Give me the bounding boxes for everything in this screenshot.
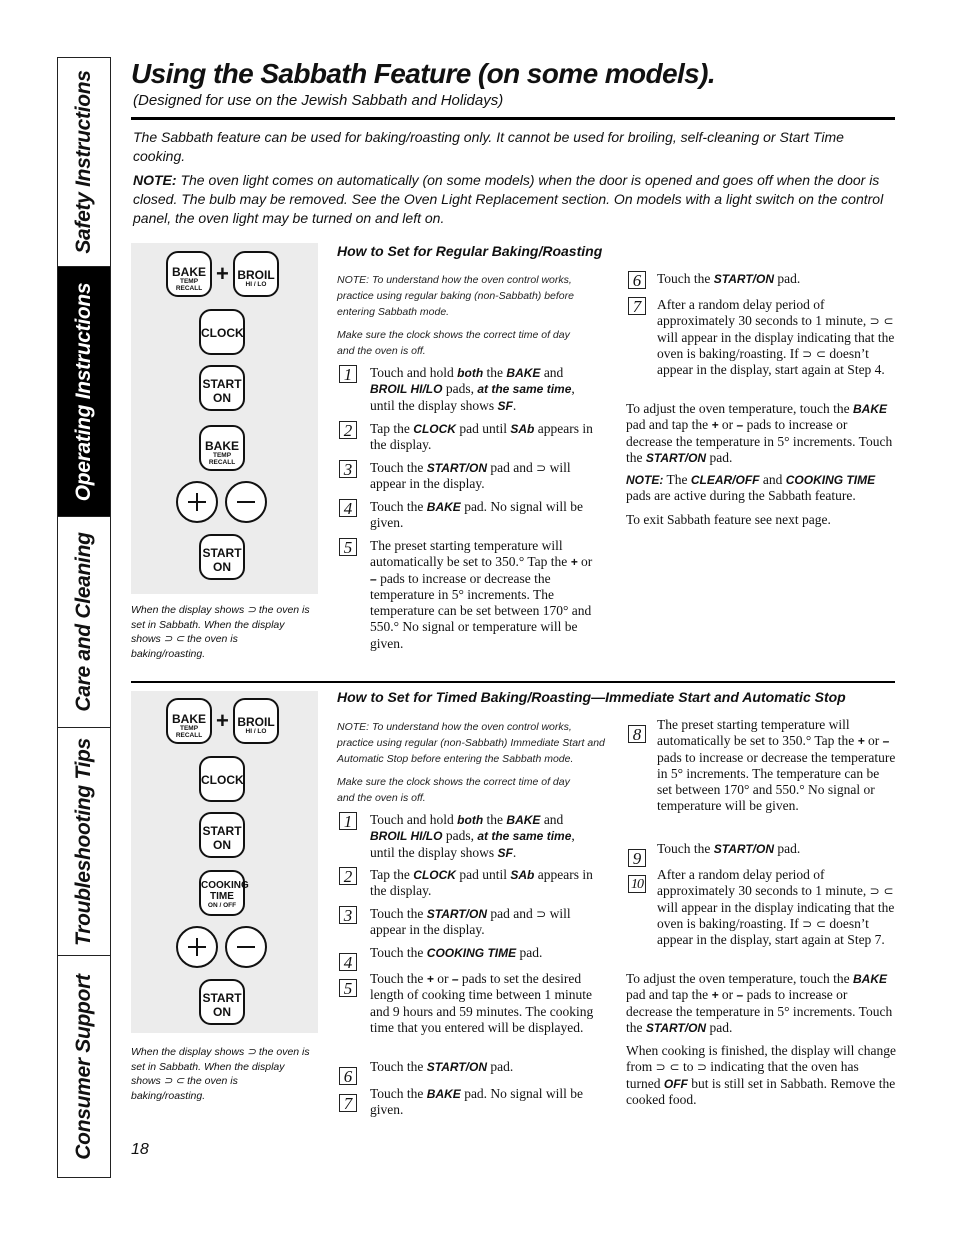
section-divider <box>131 681 895 683</box>
side-tabs <box>57 57 111 1178</box>
start-on-pad: START ON <box>199 365 245 411</box>
plus-pad-icon <box>176 926 218 968</box>
tab-operating-instructions[interactable]: Operating Instructions <box>58 267 110 517</box>
broil-pad: BROIL HI / LO <box>233 698 279 744</box>
page-title: Using the Sabbath Feature (on some models). <box>131 58 716 89</box>
diagram-caption: When the display shows ⊃ the oven is set in Sabbath. When the display shows ⊃ ⊂ the oven is baking/roasting. <box>131 1046 310 1102</box>
plus-pad-icon <box>176 481 218 523</box>
intro-note: NOTE: The oven light comes on automatically (on some models) when the door is opened and goes off when the door is closed. The bulb may be removed. See the Oven Light Replacement section. On models with a light switch on the control panel, the oven light may be turned on and left on. <box>133 172 884 226</box>
active-pads-note: NOTE: The CLEAR/OFF and COOKING TIME pads are active during the Sabbath feature. <box>626 472 876 504</box>
title-rule <box>131 117 895 120</box>
cooking-time-pad: COOKING TIME ON / OFF <box>199 870 245 916</box>
tab-safety-instructions[interactable]: Safety Instructions <box>58 58 110 267</box>
control-panel-diagram-2 <box>131 691 318 1033</box>
cooking-finished-text: When cooking is finished, the display will change from ⊃ ⊂ to ⊃ indicating that the oven has turned OFF but is still set in Sabbath. Remove the cooked food. <box>626 1043 896 1107</box>
broil-pad: BROIL HI / LO <box>233 251 279 297</box>
tab-care-and-cleaning[interactable]: Care and Cleaning <box>58 517 110 728</box>
section-heading: How to Set for Timed Baking/Roasting—Immediate Start and Automatic Stop <box>337 689 846 705</box>
clock-pad: CLOCK <box>199 756 245 802</box>
bake-pad: BAKE TEMP RECALL <box>166 251 212 297</box>
section-note: Make sure the clock shows the correct time of day and the oven is off. <box>337 776 570 804</box>
page-number: 18 <box>131 1141 149 1158</box>
plus-sign-icon: + <box>216 708 229 733</box>
clock-pad: CLOCK <box>199 309 245 355</box>
start-on-pad: START ON <box>199 812 245 858</box>
bake-pad: BAKE TEMP RECALL <box>199 425 245 471</box>
minus-pad-icon <box>225 926 267 968</box>
adjust-temperature-text: To adjust the oven temperature, touch the BAKE pad and tap the + or – pads to increase or decrease the temperature in 5° increments. Touch the START/ON pad. <box>626 971 893 1035</box>
intro-text: The Sabbath feature can be used for baking/roasting only. It cannot be used for broiling, self-cleaning or Start Time cooking. <box>133 129 844 164</box>
section-note: NOTE: To understand how the oven control works, practice using regular (non-Sabbath) Immediate Start and Automatic Stop before entering the Sabbath mode. <box>337 721 605 765</box>
section-note: Make sure the clock shows the correct time of day and the oven is off. <box>337 329 570 357</box>
page-subtitle: (Designed for use on the Jewish Sabbath and Holidays) <box>133 92 504 109</box>
section-heading: How to Set for Regular Baking/Roasting <box>337 243 603 259</box>
start-on-pad: START ON <box>199 979 245 1025</box>
adjust-temperature-text: To adjust the oven temperature, touch the BAKE pad and tap the + or – pads to increase or decrease the temperature in 5° increments. Touch the START/ON pad. <box>626 401 893 465</box>
section-note: NOTE: To understand how the oven control works, practice using regular baking (non-Sabbath) before entering Sabbath mode. <box>337 274 574 318</box>
tab-consumer-support[interactable]: Consumer Support <box>72 973 95 1160</box>
diagram-caption: When the display shows ⊃ the oven is set in Sabbath. When the display shows ⊃ ⊂ the oven is baking/roasting. <box>131 604 310 660</box>
start-on-pad: START ON <box>199 534 245 580</box>
control-panel-diagram-1 <box>131 243 318 594</box>
exit-sabbath-text: To exit Sabbath feature see next page. <box>626 512 831 527</box>
plus-sign-icon: + <box>216 261 229 286</box>
tab-troubleshooting-tips[interactable]: Troubleshooting Tips <box>58 728 110 956</box>
minus-pad-icon <box>225 481 267 523</box>
bake-pad: BAKE TEMP RECALL <box>166 698 212 744</box>
